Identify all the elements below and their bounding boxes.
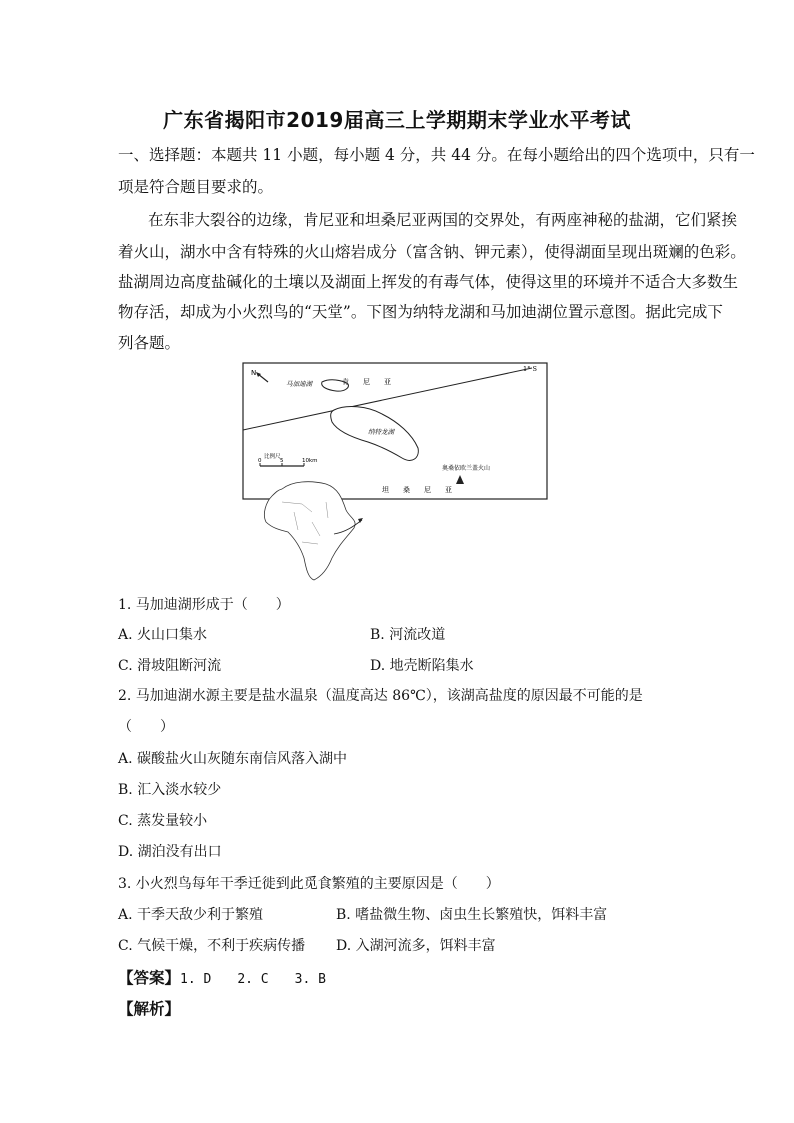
page-title: 广东省揭阳市2019届高三上学期期末学业水平考试 [163, 108, 631, 132]
section-header-line-1: 一、选择题：本题共 11 小题，每小题 4 分，共 44 分。在每小题给出的四个选项中，只有一 [118, 146, 755, 164]
scale-tick-5: 5 [280, 458, 284, 464]
passage-line-4: 物存活，却成为小火烈鸟的“天堂”。下图为纳特龙湖和马加迪湖位置示意图。据此完成下 [118, 303, 723, 321]
lake-natron-label: 纳特龙湖 [368, 428, 394, 436]
kenya-label: 肯 尼 亚 [342, 378, 391, 386]
answer-values: 1. D 2. C 3. B [180, 972, 326, 987]
scale-title: 比例尺 [264, 454, 281, 460]
q3-option-d: D. 入湖河流多，饵料丰富 [336, 938, 496, 954]
q1-option-c: C. 滑坡阻断河流 [118, 658, 222, 674]
q2-stem-cont: （ ） [118, 719, 174, 735]
q1-stem: 1. 马加迪湖形成于（ ） [118, 597, 290, 613]
q2-option-c: C. 蒸发量较小 [118, 813, 208, 829]
q1-option-d: D. 地壳断陷集水 [370, 658, 474, 674]
q2-option-a: A. 碳酸盐火山灰随东南信风落入湖中 [118, 751, 348, 767]
answer-line [118, 966, 326, 988]
answer-label: 【答案】 [118, 969, 181, 987]
lake-location-map [242, 362, 548, 584]
volcano-label: 奥桑依欧兰盖火山 [442, 465, 491, 472]
q2-stem: 2. 马加迪湖水源主要是盐水温泉（温度高达 86℃），该湖高盐度的原因最不可能的是 [118, 688, 643, 704]
scale-tick-0: 0 [258, 458, 262, 464]
q1-option-a: A. 火山口集水 [118, 627, 208, 643]
q3-option-c: C. 气候干燥，不利于疾病传播 [118, 938, 306, 954]
q1-options-row-1 [118, 624, 446, 644]
q2-option-d: D. 湖泊没有出口 [118, 844, 222, 860]
analysis-label: 【解析】 [118, 1000, 181, 1018]
q3-options-row-1 [118, 904, 608, 924]
latitude-label: 1° S [523, 365, 537, 373]
q1-option-b: B. 河流改道 [370, 627, 446, 643]
q1-options-row-2 [118, 655, 474, 675]
q3-stem: 3. 小火烈鸟每年干季迁徙到此觅食繁殖的主要原因是（ ） [118, 876, 500, 892]
passage-line-3: 盐湖周边高度盐碱化的土壤以及湖面上挥发的有毒气体，使得这里的环境并不适合大多数生 [118, 273, 739, 291]
q3-option-a: A. 干季天敌少利于繁殖 [118, 907, 264, 923]
passage-line-5: 列各题。 [118, 334, 181, 352]
q2-option-b: B. 汇入淡水较少 [118, 782, 222, 798]
scale-tick-10: 10km [302, 458, 318, 464]
q3-option-b: B. 嗜盐微生物、卤虫生长繁殖快，饵料丰富 [336, 907, 608, 923]
section-header-line-2: 项是符合题目要求的。 [118, 178, 274, 196]
q3-options-row-2 [118, 935, 496, 955]
north-label: N [251, 369, 257, 377]
lake-magadi-label: 马加迪湖 [286, 380, 312, 388]
tanzania-label: 坦 桑 尼 亚 [382, 486, 452, 494]
passage-line-2: 着火山，湖水中含有特殊的火山熔岩成分（富含钠、钾元素），使得湖面呈现出斑斓的色彩。 [118, 243, 746, 261]
passage-line-1: 在东非大裂谷的边缘，肯尼亚和坦桑尼亚两国的交界处，有两座神秘的盐湖，它们紧挨 [148, 211, 738, 229]
